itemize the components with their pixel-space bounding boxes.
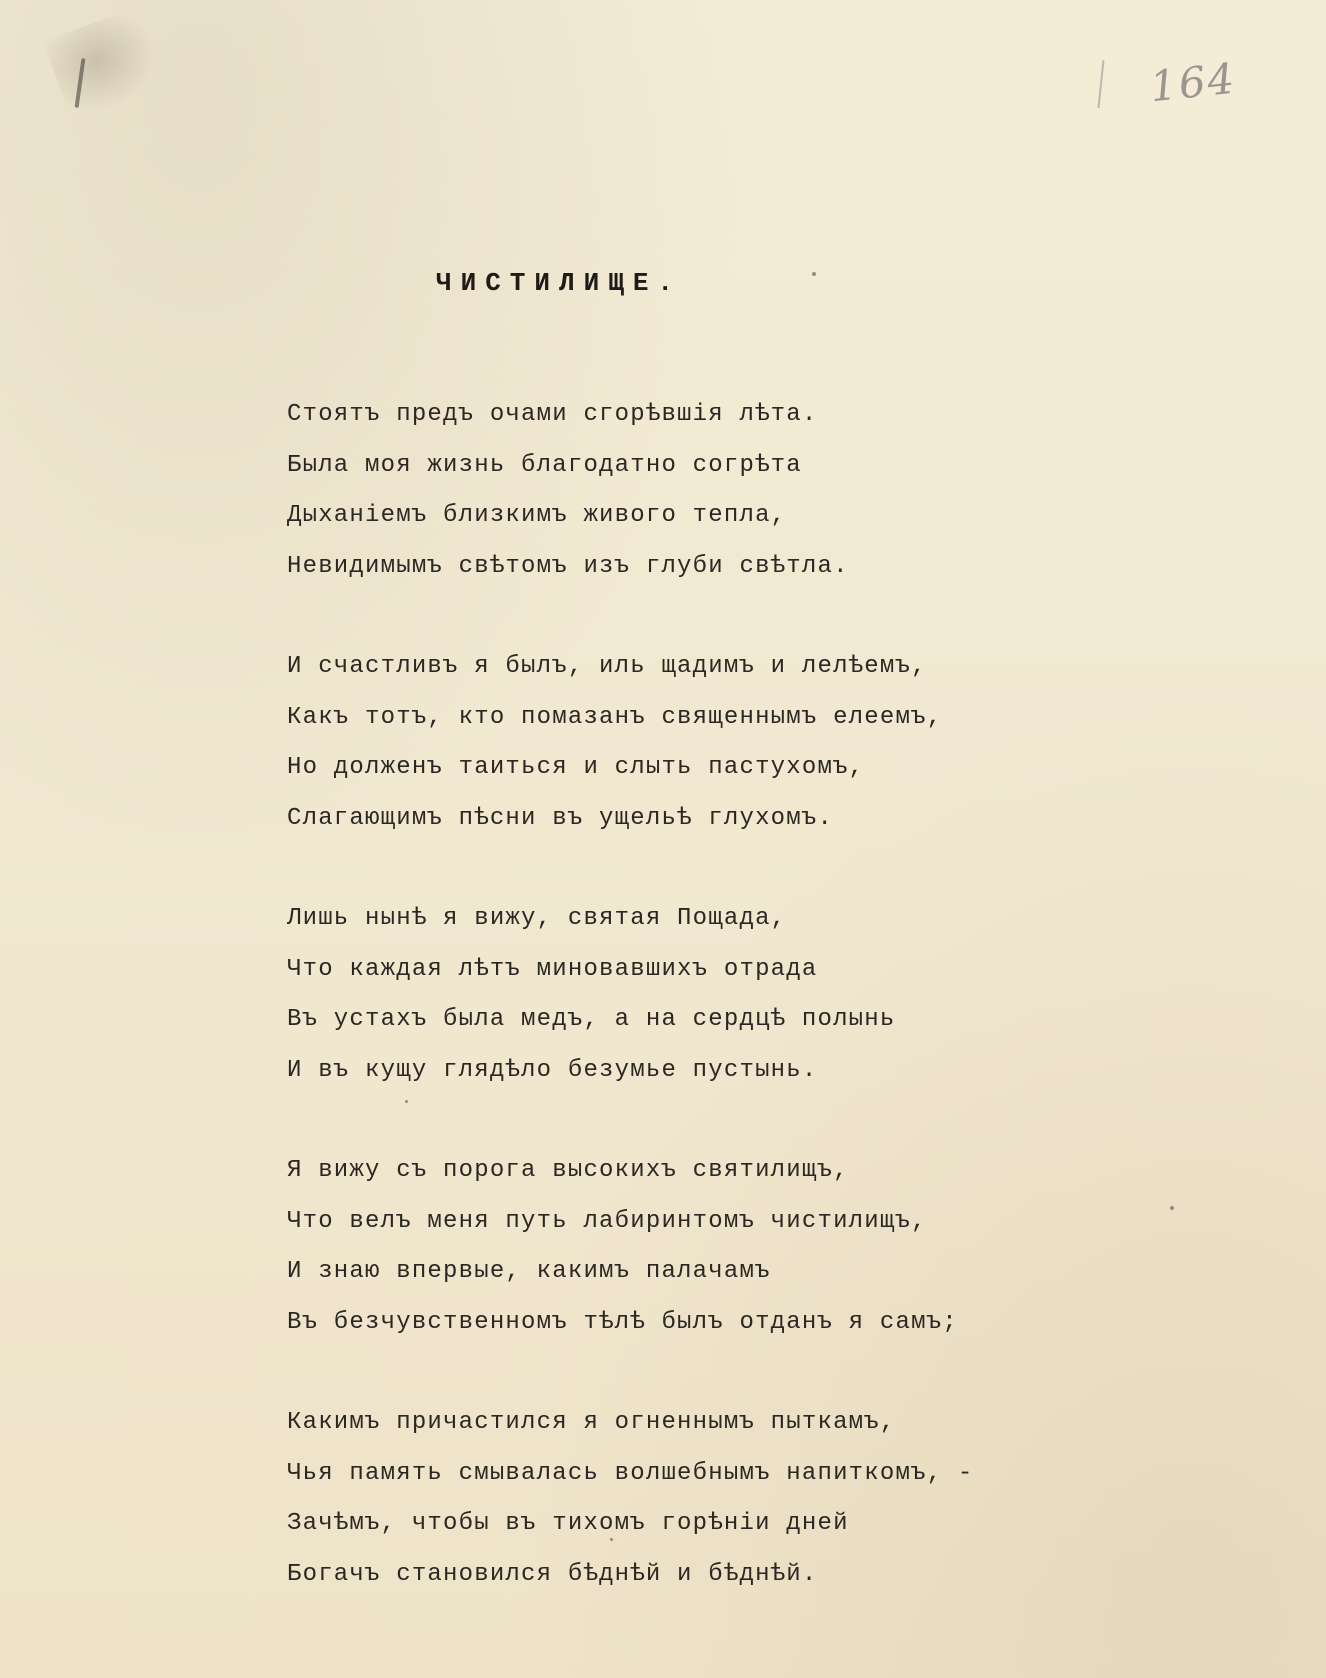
poem-line: Какъ тотъ, кто помазанъ священнымъ елеемъ,	[287, 703, 943, 731]
poem-line: Но долженъ таиться и слыть пастухомъ,	[287, 754, 865, 781]
stanza-4	[287, 1146, 1287, 1348]
page-number: 164	[1147, 53, 1239, 112]
stanza-1	[287, 390, 1287, 592]
stanza-3	[287, 894, 1287, 1096]
pencil-mark	[75, 58, 86, 108]
poem-line: Я вижу съ порога высокихъ святилищъ,	[287, 1157, 849, 1184]
poem-line: И въ кущу глядѣло безумье пустынь.	[287, 1056, 818, 1084]
poem-line: Стоятъ предъ очами сгорѣвшія лѣта.	[287, 401, 818, 428]
poem-title: ЧИСТИЛИЩЕ.	[436, 268, 683, 298]
poem-body	[287, 390, 1287, 1650]
poem-line: Въ устахъ была медъ, а на сердцѣ полынь	[287, 1006, 896, 1033]
poem-line: Чья память смывалась волшебнымъ напиткомъ, -	[287, 1459, 974, 1487]
poem-line: Дыханіемъ близкимъ живого тепла,	[287, 502, 787, 529]
ink-speck	[405, 1100, 408, 1103]
poem-line: И знаю впервые, какимъ палачамъ	[287, 1258, 771, 1285]
poem-line: Богачъ становился бѣднѣй и бѣднѣй.	[287, 1560, 818, 1588]
poem-line: Невидимымъ свѣтомъ изъ глуби свѣтла.	[287, 552, 849, 580]
poem-line: Что велъ меня путь лабиринтомъ чистилищъ,	[287, 1207, 927, 1235]
poem-line: Лишь нынѣ я вижу, святая Пощада,	[287, 905, 787, 932]
poem-line: Была моя жизнь благодатно согрѣта	[287, 451, 802, 479]
ink-speck	[1170, 1206, 1174, 1210]
ink-speck	[812, 272, 816, 276]
poem-line: Что каждая лѣтъ миновавшихъ отрада	[287, 955, 818, 983]
poem-line: Какимъ причастился я огненнымъ пыткамъ,	[287, 1409, 896, 1436]
margin-mark	[1097, 60, 1104, 108]
ink-speck	[610, 1538, 613, 1541]
poem-line: И счастливъ я былъ, иль щадимъ и лелѣемъ,	[287, 653, 927, 680]
poem-line: Въ безчувственномъ тѣлѣ былъ отданъ я самъ;	[287, 1308, 958, 1336]
poem-line: Слагающимъ пѣсни въ ущельѣ глухомъ.	[287, 804, 834, 832]
paper-smudge	[43, 4, 177, 126]
stanza-2	[287, 642, 1287, 844]
stanza-5	[287, 1398, 1287, 1600]
poem-line: Зачѣмъ, чтобы въ тихомъ горѣніи дней	[287, 1510, 849, 1537]
